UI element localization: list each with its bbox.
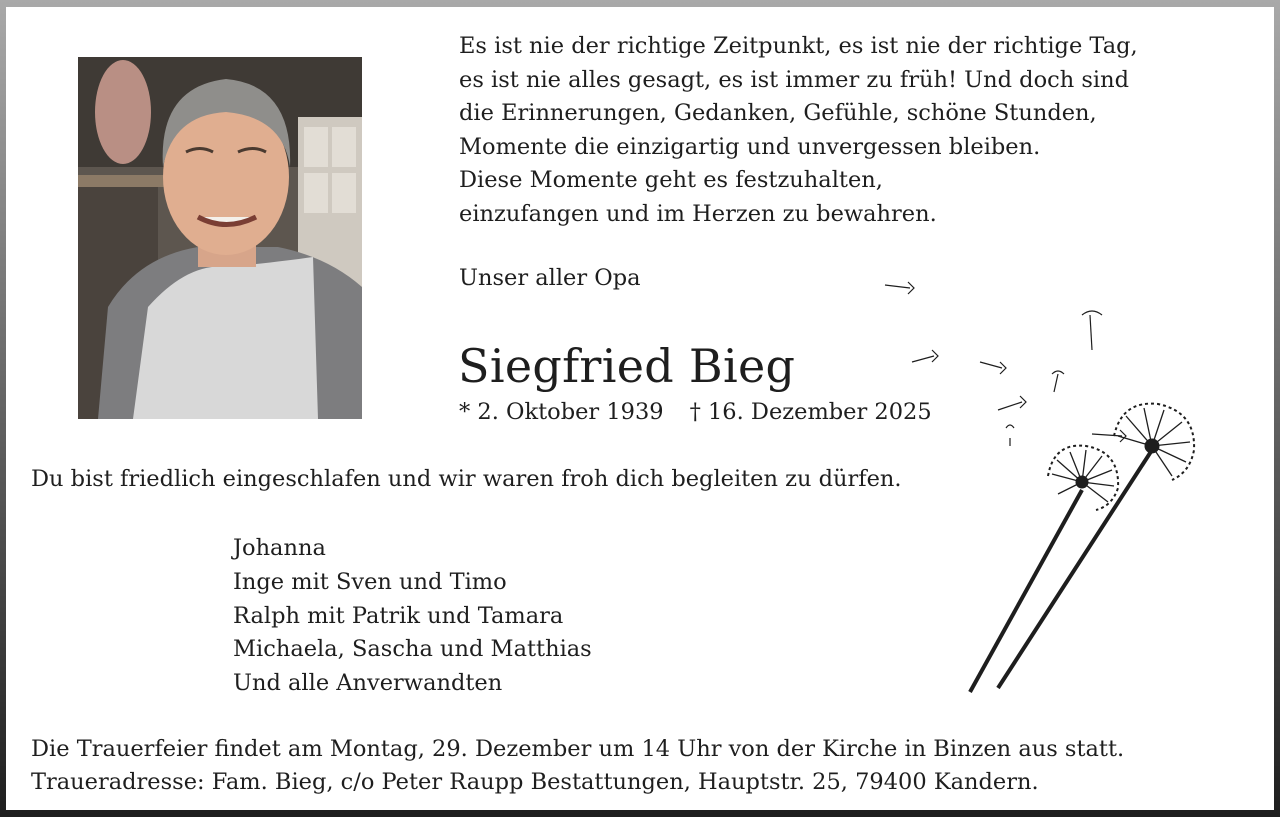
mourner-line: Inge mit Sven und Timo	[233, 568, 507, 595]
poem-line: die Erinnerungen, Gedanken, Gefühle, schöne Stunden,	[459, 100, 1097, 127]
funeral-service-line: Die Trauerfeier findet am Montag, 29. Dezember um 14 Uhr von der Kirche in Binzen aus statt.	[31, 736, 1125, 762]
mourner-line: Michaela, Sascha und Matthias	[233, 636, 592, 663]
birth-date: * 2. Oktober 1939	[459, 399, 664, 425]
deceased-name: Siegfried Bieg	[458, 339, 796, 393]
mourner-line: Ralph mit Patrik und Tamara	[233, 602, 564, 629]
portrait-photo-drawing	[78, 57, 362, 419]
poem-line: Momente die einzigartig und unvergessen bleiben.	[459, 133, 1041, 160]
portrait-photo	[78, 57, 362, 419]
farewell-message: Du bist friedlich eingeschlafen und wir waren froh dich begleiten zu dürfen.	[31, 466, 902, 492]
intro-text: Unser aller Opa	[459, 265, 641, 291]
poem-line: einzufangen und im Herzen zu bewahren.	[459, 200, 937, 227]
poem-text	[459, 30, 1138, 232]
mourning-address-line: Traueradresse: Fam. Bieg, c/o Peter Raupp Bestattungen, Hauptstr. 25, 79400 Kandern.	[31, 769, 1039, 795]
funeral-info	[31, 733, 1124, 799]
death-date: † 16. Dezember 2025	[689, 399, 932, 425]
poem-line: es ist nie alles gesagt, es ist immer zu früh! Und doch sind	[459, 66, 1129, 93]
mourner-line: Johanna	[233, 535, 326, 561]
dandelion-illustration-icon	[870, 270, 1210, 700]
mourners-list	[233, 532, 592, 701]
life-dates	[459, 397, 932, 427]
poem-line: Diese Momente geht es festzuhalten,	[459, 167, 883, 194]
poem-line: Es ist nie der richtige Zeitpunkt, es ist nie der richtige Tag,	[459, 33, 1138, 59]
mourner-line: Und alle Anverwandten	[233, 670, 503, 697]
